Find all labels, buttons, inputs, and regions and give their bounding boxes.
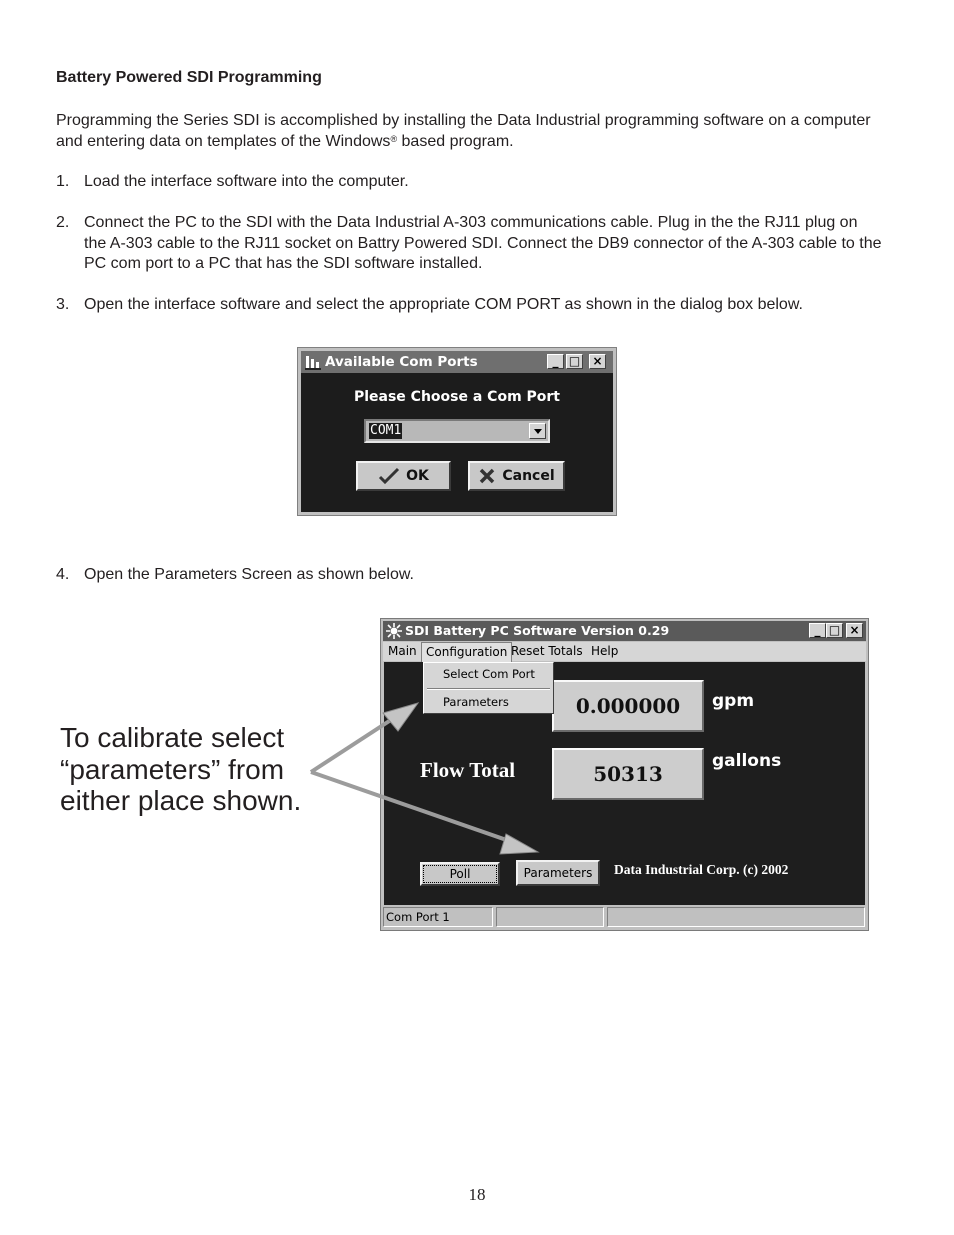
intro-text-end: based program. xyxy=(397,133,514,150)
dialog-title: Available Com Ports xyxy=(325,354,478,370)
step-text: Connect the PC to the SDI with the Data Industrial A-303 communications cable. Plug in the the RJ11 plug on the A-303 cable to the RJ11 socket on Battry Powered SDI. Connect the DB9 connector of the A-303 cable to the PC com port to a PC that has the SDI software installed. xyxy=(84,214,882,272)
step-number: 3. xyxy=(56,296,70,313)
calibration-callout: To calibrate select “parameters” from either place shown. xyxy=(60,722,302,816)
menu-reset-totals[interactable]: Reset Totals xyxy=(511,644,583,658)
menu-main[interactable]: Main xyxy=(388,644,417,658)
poll-button[interactable]: Poll xyxy=(420,862,500,886)
page-number: 18 xyxy=(468,1185,486,1204)
minimize-button[interactable]: _ xyxy=(809,623,826,638)
step-text: Open the interface software and select the appropriate COM PORT as shown in the dialog box below. xyxy=(84,296,803,313)
ok-label: OK xyxy=(406,468,429,484)
step-number: 2. xyxy=(56,214,70,231)
maximize-button[interactable]: □ xyxy=(566,354,583,369)
com-port-prompt: Please Choose a Com Port xyxy=(353,389,561,405)
intro-text: Programming the Series SDI is accomplished by installing the Data Industrial programming software on a computer and entering data on templates of the Windows xyxy=(56,112,871,150)
menu-configuration[interactable]: Configuration xyxy=(421,642,512,662)
close-button[interactable]: × xyxy=(846,623,863,638)
step-text: Load the interface software into the computer. xyxy=(84,173,409,190)
menu-help[interactable]: Help xyxy=(591,644,619,658)
configuration-dropdown xyxy=(423,662,554,714)
maximize-button[interactable]: □ xyxy=(826,623,843,638)
step-number: 1. xyxy=(56,173,70,190)
flow-total-unit: gallons xyxy=(712,751,782,771)
selected-port: COM1 xyxy=(370,423,402,438)
step-text: Open the Parameters Screen as shown below. xyxy=(84,566,414,583)
close-button[interactable]: × xyxy=(589,354,606,369)
flow-rate-display: 0.000000 xyxy=(552,680,704,732)
flow-total-display: 50313 xyxy=(552,748,704,800)
status-panel-port: Com Port 1 xyxy=(383,907,493,927)
registered-mark: ® xyxy=(390,134,398,144)
menu-item-parameters[interactable]: Parameters xyxy=(443,695,509,709)
window-title: SDI Battery PC Software Version 0.29 xyxy=(405,623,670,638)
flow-rate-unit: gpm xyxy=(712,691,755,711)
flow-total-label: Flow Total xyxy=(420,758,516,782)
menu-separator xyxy=(427,688,550,690)
menu-item-select-com-port[interactable]: Select Com Port xyxy=(443,667,535,681)
minimize-button[interactable]: _ xyxy=(547,354,564,369)
section-heading: Battery Powered SDI Programming xyxy=(56,69,322,86)
step-number: 4. xyxy=(56,566,70,583)
cancel-label: Cancel xyxy=(502,468,555,484)
copyright-text: Data Industrial Corp. (c) 2002 xyxy=(614,862,789,877)
parameters-button[interactable]: Parameters xyxy=(516,860,600,886)
